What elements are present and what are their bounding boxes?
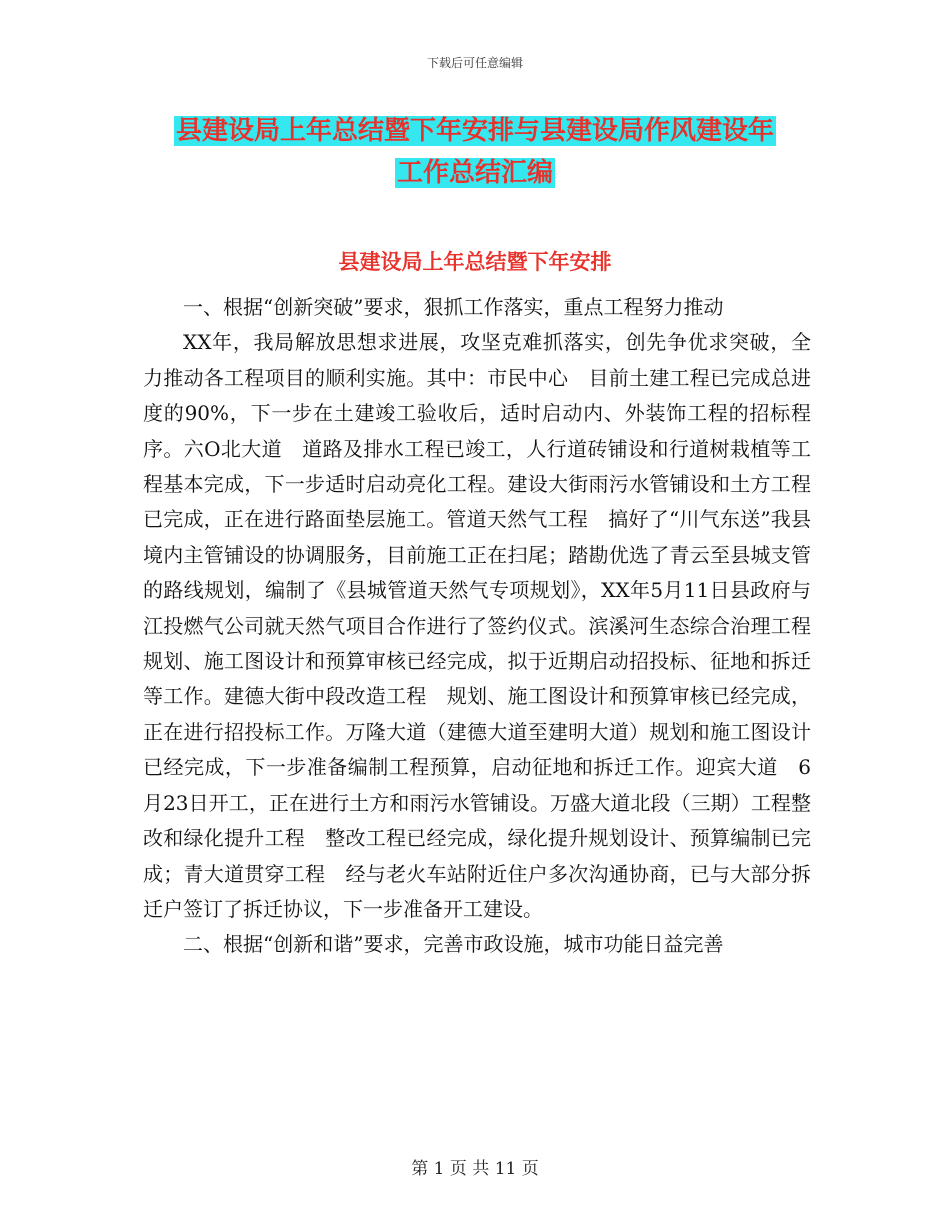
section-title: 县建设局上年总结暨下年安排 [338, 250, 612, 274]
main-title-line-1-text: 县建设局上年总结暨下年安排与县建设局作风建设年 [175, 116, 774, 146]
main-title-line-1 [150, 110, 800, 152]
main-title [150, 110, 800, 194]
paragraph-2: XX年，我局解放思想求进展，攻坚克难抓落实，创先争优求突破，全力推动各工程项目的顺利实施。其中：市民中心 目前土建工程已完成总进度的90%，下一步在土建竣工验收后，适时启动内、外装饰工程的招标程序。六O北大道 道路及排水工程已竣工，人行道砖铺设和行道树栽植等工程基本完成，下一步适时启动亮化工程。建设大街雨污水管铺设和土方工程已完成，正在进行路面垫层施工。管道天然气工程 搞好了“川气东送”我县境内主管铺设的协调服务，目前施工正在扫尾；踏勘优选了青云至县城支管的路线规划，编制了《县城管道天然气专项规划》，XX年5月11日县政府与江投燃气公司就天然气项目合作进行了签约仪式。滨溪河生态综合治理工程 规划、施工图设计和预算审核已经完成，拟于近期启动招投标、征地和拆迁等工作。建德大街中段改造工程 规划、施工图设计和预算审核已经完成，正在进行招投标工作。万隆大道（建德大道至建明大道）规划和施工图设计已经完成，下一步准备编制工程预算，启动征地和拆迁工作。迎宾大道 6月23日开工，正在进行土方和雨污水管铺设。万盛大道北段（三期）工程整改和绿化提升工程 整改工程已经完成，绿化提升规划设计、预算编制已完成；青大道贯穿工程 经与老火车站附近住户多次沟通协商，已与大部分拆迁户签订了拆迁协议，下一步准备开工建设。 [143, 330, 831, 921]
header-note: 下载后可任意编辑 [426, 56, 523, 70]
main-title-line-2 [150, 152, 800, 194]
body-text [143, 290, 831, 963]
main-title-line-2-text: 工作总结汇编 [396, 158, 553, 188]
paragraph-1: 一、根据“创新突破”要求，狠抓工作落实，重点工程努力推动 [183, 295, 724, 319]
page-footer: 第 1 页 共 11 页 [411, 1159, 539, 1179]
paragraph-3: 二、根据“创新和谐”要求，完善市政设施，城市功能日益完善 [183, 932, 724, 957]
